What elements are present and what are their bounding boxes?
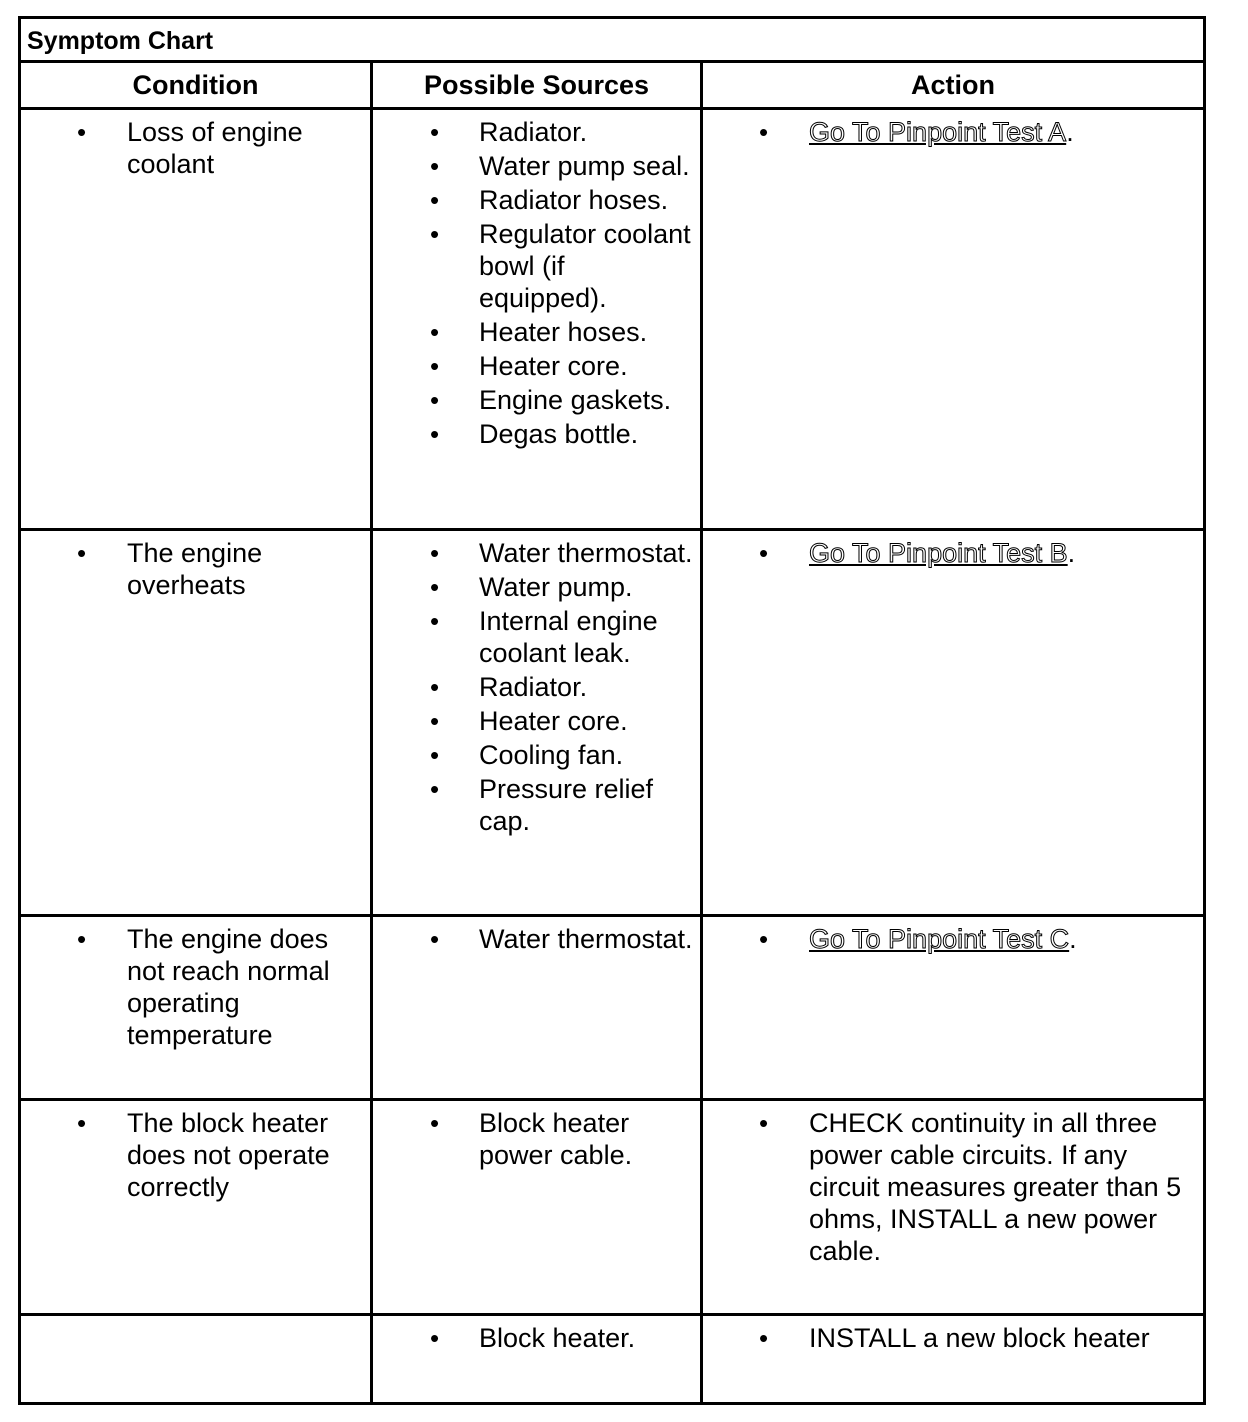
sources-cell bbox=[372, 109, 702, 530]
source-item: • Pressure relief cap. bbox=[373, 773, 700, 837]
header-condition: Condition bbox=[20, 62, 372, 109]
sources-cell bbox=[372, 916, 702, 1100]
condition-item: • Loss of engine coolant bbox=[21, 116, 370, 180]
source-item: • Water thermostat. bbox=[373, 923, 700, 955]
action-item bbox=[703, 116, 1203, 148]
condition-item: • The block heater does not operate correctly bbox=[21, 1107, 370, 1203]
table-row bbox=[20, 916, 1205, 1100]
title-row bbox=[20, 18, 1205, 62]
action-suffix: . bbox=[1066, 117, 1074, 147]
condition-item: • The engine does not reach normal operating temperature bbox=[21, 923, 370, 1051]
header-row bbox=[20, 62, 1205, 109]
header-action: Action bbox=[702, 62, 1205, 109]
action-cell bbox=[702, 1315, 1205, 1404]
pinpoint-test-a-link[interactable]: Go To Pinpoint Test A bbox=[809, 117, 1067, 147]
table-row bbox=[20, 530, 1205, 916]
action-suffix: . bbox=[1069, 924, 1077, 954]
source-item: • Block heater. bbox=[373, 1322, 700, 1354]
sources-cell bbox=[372, 1100, 702, 1315]
action-item: • INSTALL a new block heater bbox=[703, 1322, 1203, 1354]
action-item bbox=[703, 537, 1203, 569]
condition-item: • The engine overheats bbox=[21, 537, 370, 601]
condition-cell bbox=[20, 530, 372, 916]
action-cell bbox=[702, 916, 1205, 1100]
source-item: • Internal engine coolant leak. bbox=[373, 605, 700, 669]
table-row bbox=[20, 109, 1205, 530]
sources-cell bbox=[372, 530, 702, 916]
source-item: • Cooling fan. bbox=[373, 739, 700, 771]
source-item: • Heater hoses. bbox=[373, 316, 700, 348]
table-title: Symptom Chart bbox=[20, 18, 1205, 62]
source-item: • Radiator. bbox=[373, 116, 700, 148]
pinpoint-test-c-link[interactable]: Go To Pinpoint Test C bbox=[809, 924, 1070, 954]
table-row bbox=[20, 1315, 1205, 1404]
source-item: • Engine gaskets. bbox=[373, 384, 700, 416]
action-suffix: . bbox=[1067, 538, 1076, 568]
action-item: • CHECK continuity in all three power cable circuits. If any circuit measures greater than 5 ohms, INSTALL a new power cable. bbox=[703, 1107, 1203, 1267]
source-item: • Water pump. bbox=[373, 571, 700, 603]
header-possible-sources: Possible Sources bbox=[372, 62, 702, 109]
condition-cell bbox=[20, 916, 372, 1100]
source-item: • Radiator. bbox=[373, 671, 700, 703]
sources-cell bbox=[372, 1315, 702, 1404]
table-row bbox=[20, 1100, 1205, 1315]
source-item: • Block heater power cable. bbox=[373, 1107, 700, 1171]
source-item: • Regulator coolant bowl (if equipped). bbox=[373, 218, 700, 314]
source-item: • Degas bottle. bbox=[373, 418, 700, 450]
action-item bbox=[703, 923, 1203, 955]
condition-cell bbox=[20, 109, 372, 530]
source-item: • Heater core. bbox=[373, 350, 700, 382]
action-cell bbox=[702, 109, 1205, 530]
source-item: • Water pump seal. bbox=[373, 150, 700, 182]
pinpoint-test-b-link[interactable]: Go To Pinpoint Test B bbox=[809, 538, 1068, 568]
source-item: • Radiator hoses. bbox=[373, 184, 700, 216]
source-item: • Water thermostat. bbox=[373, 537, 700, 569]
condition-cell-empty bbox=[20, 1315, 372, 1404]
condition-cell bbox=[20, 1100, 372, 1315]
source-item: • Heater core. bbox=[373, 705, 700, 737]
symptom-chart-table bbox=[18, 16, 1206, 1405]
action-cell bbox=[702, 1100, 1205, 1315]
action-cell bbox=[702, 530, 1205, 916]
